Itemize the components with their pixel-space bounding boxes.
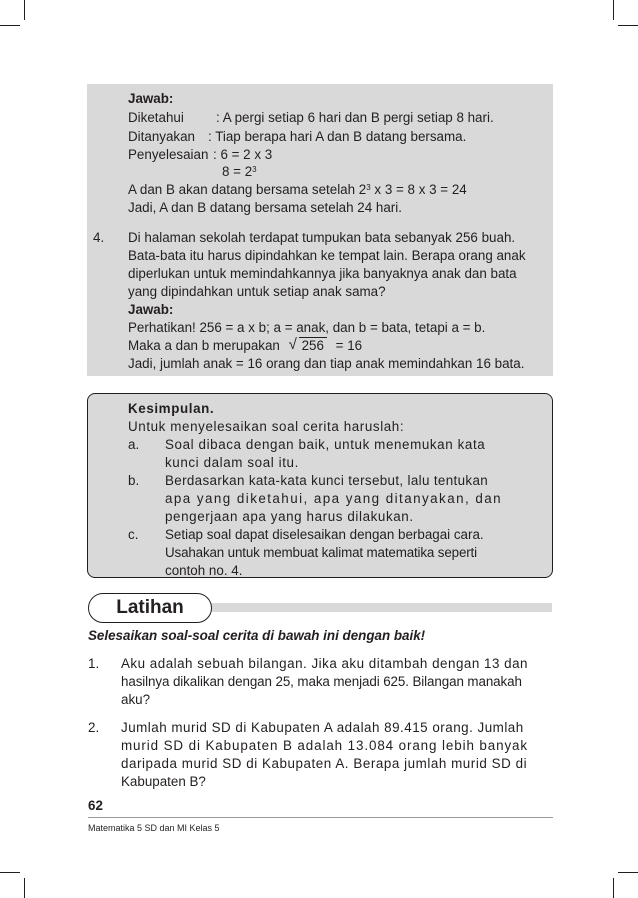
conclusion-item-line: pengerjaan apa yang harus dilakukan.	[165, 509, 414, 524]
conclusion-letter-c: c.	[128, 527, 139, 542]
answer-4-line-3: Jadi, jumlah anak = 16 orang dan tiap anak memindahkan 16 bata.	[128, 356, 525, 371]
exercise-line: Aku adalah sebuah bilangan. Jika aku ditambah dengan 13 dan	[121, 656, 528, 671]
page-number: 62	[88, 798, 103, 813]
crop-mark-tl-h	[0, 25, 20, 26]
footer-divider	[88, 817, 553, 818]
sqrt-symbol: √ 256	[290, 337, 327, 354]
exercise-line: murid SD di Kabupaten B adalah 13.084 orang lebih banyak	[121, 738, 528, 753]
problem-4-line: yang dipindahkan untuk setiap anak sama?	[128, 284, 386, 299]
conclusion-item-line: kunci dalam soal itu.	[165, 455, 299, 470]
problem-4-line: Bata-bata itu harus dipindahkan ke tempat lain. Berapa orang anak	[128, 248, 526, 263]
jawab-label: Jawab:	[128, 91, 174, 106]
exercise-line: hasilnya dikalikan dengan 25, maka menjadi 625. Bilangan manakah	[121, 674, 522, 689]
equation-8: $8 = 2^3$	[222, 164, 257, 179]
conclusion-item-line: Soal dibaca dengan baik, untuk menemukan kata	[165, 437, 486, 452]
conclusion-intro: Untuk menyelesaikan soal cerita haruslah:	[128, 419, 405, 434]
footer-book-title: Matematika 5 SD dan MI Kelas 5	[88, 823, 220, 833]
problem-4-line: Di halaman sekolah terdapat tumpukan bata sebanyak 256 buah.	[128, 230, 516, 245]
exercise-line: Jumlah murid SD di Kabupaten A adalah 89.415 orang. Jumlah	[121, 720, 524, 735]
answer-4-line-1: Perhatikan! 256 = a x b; a = anak, dan b = bata, tetapi a = b.	[128, 320, 486, 335]
crop-mark-tl-v	[24, 0, 25, 20]
penyelesaian-text: : 6 = 2 x 3	[213, 147, 273, 162]
crop-mark-bl-v	[24, 878, 25, 898]
conclusion-item-line: Setiap soal dapat diselesaikan dengan berbagai cara.	[165, 527, 484, 542]
problem-4-line: diperlukan untuk memindahkannya jika banyaknya anak dan bata	[128, 266, 517, 281]
ditanyakan-text: : Tiap berapa hari A dan B datang bersama.	[208, 129, 467, 144]
latihan-heading: Latihan	[88, 593, 212, 623]
diketahui-label: Diketahui	[128, 110, 184, 125]
conclusion-item-line: contoh no. 4.	[165, 563, 243, 578]
conclusion-title: Kesimpulan.	[128, 401, 215, 416]
answer-4-line-2: Maka a dan b merupakan √ 256 = 16	[128, 337, 362, 354]
exercise-line: Kabupaten B?	[121, 774, 206, 789]
conclusion-letter-b: b.	[128, 473, 140, 488]
conclusion-line-1: A dan B akan datang bersama setelah $2^3$ x 3 = 8 x 3 = 24	[128, 182, 467, 197]
problem-4-number: 4.	[93, 230, 105, 245]
exercise-1-number: 1.	[88, 656, 100, 671]
conclusion-letter-a: a.	[128, 437, 140, 452]
jawab-label-4: Jawab:	[128, 302, 174, 317]
conclusion-line-2: Jadi, A dan B datang bersama setelah 24 hari.	[128, 200, 402, 215]
crop-mark-br-h	[618, 872, 638, 873]
latihan-instruction: Selesaikan soal-soal cerita di bawah ini dengan baik!	[88, 628, 426, 643]
conclusion-item-line: Usahakan untuk membuat kalimat matematika seperti	[165, 545, 477, 560]
crop-mark-bl-h	[0, 872, 20, 873]
conclusion-item-line: apa yang diketahui, apa yang ditanyakan, dan	[165, 491, 503, 506]
conclusion-item-line: Berdasarkan kata-kata kunci tersebut, lalu tentukan	[165, 473, 489, 488]
penyelesaian-label: Penyelesaian	[128, 147, 209, 162]
crop-mark-tr-h	[618, 25, 638, 26]
exercise-line: daripada murid SD di Kabupaten A. Berapa jumlah murid SD di	[121, 756, 528, 771]
exercise-2-number: 2.	[88, 720, 100, 735]
crop-mark-tr-v	[613, 0, 614, 20]
latihan-bar	[210, 603, 552, 612]
exercise-line: aku?	[121, 692, 151, 707]
diketahui-text: : A pergi setiap 6 hari dan B pergi setiap 8 hari.	[216, 110, 494, 125]
crop-mark-br-v	[613, 878, 614, 898]
ditanyakan-label: Ditanyakan	[128, 129, 195, 144]
